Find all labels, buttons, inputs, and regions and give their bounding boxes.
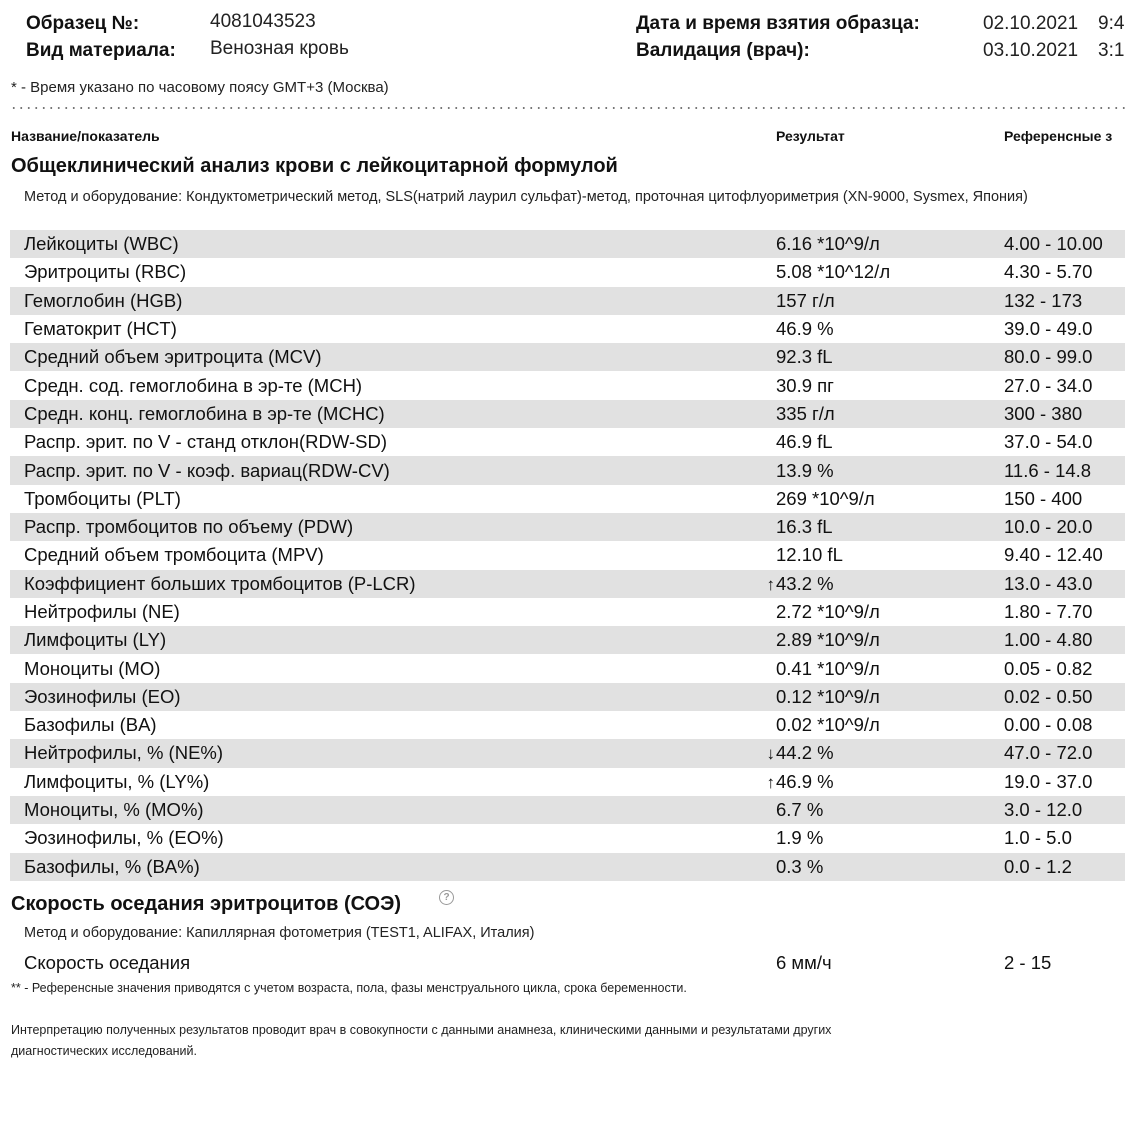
- test-reference: 80.0 - 99.0: [1004, 346, 1093, 368]
- table-row: [10, 598, 1125, 626]
- table-row: [10, 371, 1125, 399]
- test-name: Распр. эрит. по V - станд отклон(RDW-SD): [24, 431, 387, 453]
- cbc-section-title: Общеклинический анализ крови с лейкоцитарной формулой: [11, 155, 618, 177]
- test-name: Средний объем эритроцита (MCV): [24, 346, 322, 368]
- test-reference: 3.0 - 12.0: [1004, 799, 1083, 821]
- validation-date: 03.10.2021: [983, 40, 1079, 61]
- test-name: Лейкоциты (WBC): [24, 233, 179, 255]
- test-result: 0.3 %: [776, 855, 824, 877]
- cbc-method: Метод и оборудование: Кондуктометрический метод, SLS(натрий лаурил сульфат)-метод, проточная цитофлуориметрия (XN-9000, Sysmex, Япония): [24, 189, 1028, 205]
- table-row: [10, 654, 1125, 682]
- test-reference: 2 - 15: [1004, 952, 1052, 973]
- test-result: 16.3 fL: [776, 516, 833, 538]
- test-name: Средн. сод. гемоглобина в эр-те (MCH): [24, 374, 363, 396]
- column-header-name: Название/показатель: [11, 128, 160, 144]
- test-result: 0.02 *10^9/л: [776, 714, 880, 736]
- table-row: [10, 343, 1125, 371]
- test-result: 46.9 %: [776, 318, 834, 340]
- test-reference: 1.0 - 5.0: [1004, 827, 1072, 849]
- test-result: 1.9 %: [776, 827, 824, 849]
- arrow-down-icon: ↓: [766, 744, 775, 764]
- sample-number-label: Образец №:: [26, 13, 140, 34]
- test-name: Лимфоциты, % (LY%): [24, 770, 210, 792]
- table-row: [10, 626, 1125, 654]
- table-row: [10, 230, 1125, 258]
- test-name: Нейтрофилы, % (NE%): [24, 742, 224, 764]
- test-result: 30.9 пг: [776, 374, 834, 396]
- test-name: Моноциты, % (MO%): [24, 799, 204, 821]
- table-row: [10, 400, 1125, 428]
- collected-time: 9:4: [1098, 13, 1125, 34]
- interpretation-note: Интерпретацию полученных результатов проводит врач в совокупности с данными анамнеза, клиническими данными и результатами других диагностических исследований.: [11, 1023, 832, 1058]
- table-row: [10, 739, 1125, 767]
- test-result: 13.9 %: [776, 459, 834, 481]
- test-result: 0.41 *10^9/л: [776, 657, 880, 679]
- test-result: 6.16 *10^9/л: [776, 233, 880, 255]
- test-name: Средн. конц. гемоглобина в эр-те (MCHC): [24, 402, 385, 424]
- collected-date: 02.10.2021: [983, 13, 1079, 34]
- material-label: Вид материала:: [26, 40, 176, 61]
- test-reference: 0.05 - 0.82: [1004, 657, 1093, 679]
- test-result: 5.08 *10^12/л: [776, 261, 891, 283]
- test-name: Скорость оседания: [24, 952, 191, 973]
- table-row: [10, 824, 1125, 852]
- dotted-divider: [10, 107, 1125, 109]
- table-row: [10, 541, 1125, 569]
- test-reference: 4.00 - 10.00: [1004, 233, 1103, 255]
- validation-label: Валидация (врач):: [636, 40, 810, 61]
- test-reference: 0.0 - 1.2: [1004, 855, 1072, 877]
- arrow-up-icon: ↑: [766, 574, 775, 594]
- material-value: Венозная кровь: [210, 38, 349, 59]
- test-reference: 10.0 - 20.0: [1004, 516, 1093, 538]
- test-name: Моноциты (MO): [24, 657, 161, 679]
- test-reference: 150 - 400: [1004, 487, 1083, 509]
- test-reference: 0.00 - 0.08: [1004, 714, 1093, 736]
- test-result: ↓ 44.2 %: [766, 742, 834, 764]
- validation-time: 3:1: [1098, 40, 1125, 61]
- table-row: [10, 711, 1125, 739]
- table-row: [10, 768, 1125, 796]
- test-reference: 9.40 - 12.40: [1004, 544, 1103, 566]
- test-name: Эозинофилы (EO): [24, 685, 181, 707]
- test-reference: 13.0 - 43.0: [1004, 572, 1093, 594]
- test-result: 269 *10^9/л: [776, 487, 875, 509]
- test-result: 0.12 *10^9/л: [776, 685, 880, 707]
- test-reference: 39.0 - 49.0: [1004, 318, 1093, 340]
- table-row: [10, 428, 1125, 456]
- sample-number-value: 4081043523: [210, 11, 316, 32]
- test-name: Тромбоциты (PLT): [24, 487, 181, 509]
- test-name: Нейтрофилы (NE): [24, 601, 180, 622]
- esr-method: Метод и оборудование: Капиллярная фотометрия (TEST1, ALIFAX, Италия): [24, 925, 535, 941]
- timezone-note: * - Время указано по часовому поясу GMT+3 (Москва): [11, 79, 389, 96]
- cbc-results-table: [10, 230, 1125, 881]
- test-name: Эритроциты (RBC): [24, 261, 187, 283]
- test-reference: 11.6 - 14.8: [1004, 459, 1092, 481]
- test-reference: 300 - 380: [1004, 402, 1083, 424]
- test-result: 6.7 %: [776, 799, 824, 821]
- column-header-result: Результат: [776, 128, 845, 144]
- test-result: ↑ 43.2 %: [766, 572, 834, 594]
- table-row: [10, 258, 1125, 286]
- test-reference: 19.0 - 37.0: [1004, 770, 1093, 792]
- arrow-up-icon: ↑: [766, 772, 775, 792]
- test-result: 157 г/л: [776, 289, 835, 311]
- test-result: 92.3 fL: [776, 346, 833, 368]
- test-reference: 4.30 - 5.70: [1004, 261, 1093, 283]
- table-row: [10, 796, 1125, 824]
- test-reference: 132 - 173: [1004, 289, 1083, 311]
- test-result: 6 мм/ч: [776, 952, 832, 973]
- test-name: Эозинофилы, % (EO%): [24, 827, 224, 849]
- test-name: Распр. эрит. по V - коэф. вариац(RDW-CV): [24, 459, 390, 481]
- test-name: Гемоглобин (HGB): [24, 289, 183, 311]
- table-row: [10, 485, 1125, 513]
- test-reference: 0.02 - 0.50: [1004, 685, 1093, 707]
- test-reference: 27.0 - 34.0: [1004, 374, 1093, 396]
- table-row: [10, 570, 1125, 598]
- test-result: ↑ 46.9 %: [766, 770, 834, 792]
- test-name: Гематокрит (HCT): [24, 318, 177, 340]
- table-row: [10, 456, 1125, 484]
- test-result: 2.72 *10^9/л: [776, 601, 880, 622]
- help-icon[interactable]: ?: [439, 890, 454, 905]
- reference-footnote: ** - Референсные значения приводятся с учетом возраста, пола, фазы менструального цикла, срока беременности.: [11, 981, 687, 995]
- collected-label: Дата и время взятия образца:: [636, 13, 920, 34]
- test-name: Базофилы (BA): [24, 714, 157, 736]
- test-name: Коэффициент больших тромбоцитов (P-LCR): [24, 572, 416, 594]
- test-reference: 47.0 - 72.0: [1004, 742, 1093, 764]
- table-row: [10, 513, 1125, 541]
- esr-section-title: Скорость оседания эритроцитов (СОЭ): [11, 893, 401, 915]
- test-name: Распр. тромбоцитов по объему (PDW): [24, 516, 354, 538]
- table-row: [10, 287, 1125, 315]
- table-row: [10, 853, 1125, 881]
- test-name: Лимфоциты (LY): [24, 629, 167, 651]
- test-result: 2.89 *10^9/л: [776, 629, 880, 651]
- test-result: 12.10 fL: [776, 544, 843, 566]
- test-result: 46.9 fL: [776, 431, 833, 453]
- test-reference: 37.0 - 54.0: [1004, 431, 1093, 453]
- column-header-reference: Референсные з: [1004, 128, 1113, 144]
- test-name: Средний объем тромбоцита (MPV): [24, 544, 324, 566]
- table-row: [10, 315, 1125, 343]
- table-row: [10, 683, 1125, 711]
- test-reference: 1.00 - 4.80: [1004, 629, 1093, 651]
- test-result: 335 г/л: [776, 402, 835, 424]
- test-name: Базофилы, % (BA%): [24, 855, 200, 877]
- test-reference: 1.80 - 7.70: [1004, 601, 1093, 622]
